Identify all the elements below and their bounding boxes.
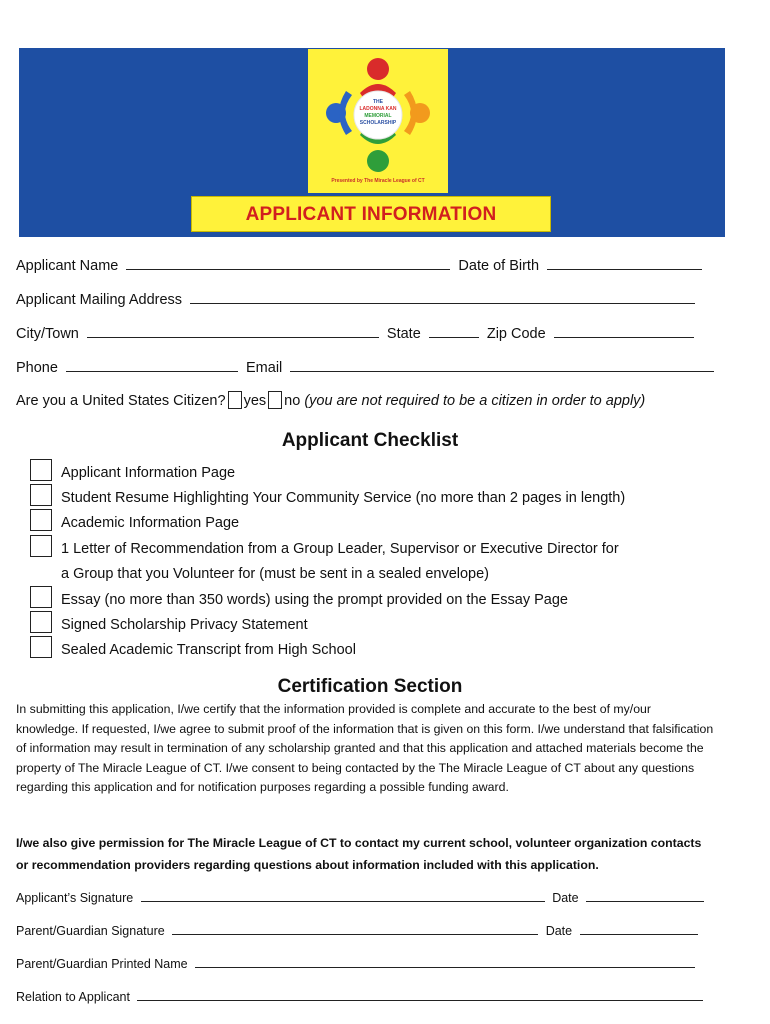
phone-field[interactable] xyxy=(66,357,238,372)
parent-printed-row xyxy=(16,953,699,971)
checklist-item-label: Academic Information Page xyxy=(61,515,240,531)
checklist-item-label: Signed Scholarship Privacy Statement xyxy=(61,617,308,633)
checklist-item-label: Sealed Academic Transcript from High School xyxy=(61,642,356,658)
citizen-no-label: no xyxy=(284,393,301,409)
certification-paragraph: In submitting this application, I/we certify that the information provided is complete and accurate to the best of my/our knowledge. If requested, I/we agree to submit proof of the information that is given on this form. I/we understand that falsification of information may result in termination of any scholarship granted and that this application and attached materials become the property of The Miracle League of CT. I/we consent to being contacted by the The Miracle League of CT about any questions regarding this application and for notification purposes regarding a possible funding award. xyxy=(16,702,714,794)
applicant-name-field[interactable] xyxy=(126,255,450,270)
logo-text-memorial: MEMORIAL xyxy=(364,113,392,119)
parent-printed-name-label: Parent/Guardian Printed Name xyxy=(16,957,188,971)
name-row xyxy=(16,255,706,274)
relation-label: Relation to Applicant xyxy=(16,990,130,1004)
checklist-checkbox[interactable] xyxy=(30,535,52,557)
checklist-checkbox[interactable] xyxy=(30,459,52,481)
applicant-date-field[interactable] xyxy=(586,887,704,902)
applicant-date-label: Date xyxy=(552,891,579,905)
citizen-yes-label: yes xyxy=(243,393,267,409)
mailing-address-field[interactable] xyxy=(190,289,695,304)
city-row xyxy=(16,323,698,342)
citizen-row xyxy=(16,391,645,409)
checklist-checkbox[interactable] xyxy=(30,636,52,658)
address-row xyxy=(16,289,699,308)
checklist-item-label: 1 Letter of Recommendation from a Group Leader, Supervisor or Executive Director for xyxy=(61,541,619,557)
relation-field[interactable] xyxy=(137,986,703,1001)
logo-text-scholarship: SCHOLARSHIP xyxy=(359,120,397,126)
parent-printed-name-field[interactable] xyxy=(195,953,695,968)
certification-title: Certification Section xyxy=(277,676,463,697)
city-field[interactable] xyxy=(87,323,379,338)
checklist-item-label: Applicant Information Page xyxy=(61,465,236,481)
state-field[interactable] xyxy=(429,323,479,338)
zip-label: Zip Code xyxy=(486,326,546,342)
state-label: State xyxy=(386,326,421,342)
citizen-yes-checkbox[interactable] xyxy=(228,391,242,409)
checklist-checkbox[interactable] xyxy=(30,611,52,633)
zip-field[interactable] xyxy=(554,323,694,338)
parent-signature-row xyxy=(16,920,702,938)
applicant-signature-row xyxy=(16,887,708,905)
parent-signature-field[interactable] xyxy=(172,920,538,935)
checklist-title: Applicant Checklist xyxy=(281,430,459,451)
email-field[interactable] xyxy=(290,357,714,372)
applicant-name-label: Applicant Name xyxy=(16,258,119,274)
parent-signature-label: Parent/Guardian Signature xyxy=(16,924,165,938)
applicant-signature-field[interactable] xyxy=(141,887,545,902)
logo-caption: Presented by The Miracle League of CT xyxy=(331,178,425,184)
citizen-no-checkbox[interactable] xyxy=(268,391,282,409)
logo-text-name: LADONNA KAN xyxy=(359,106,397,112)
checklist-checkbox[interactable] xyxy=(30,586,52,608)
city-label: City/Town xyxy=(16,326,79,342)
relation-row xyxy=(16,986,707,1004)
citizen-note: (you are not required to be a citizen in order to apply) xyxy=(304,393,646,409)
checklist-item-label-continued: a Group that you Volunteer for (must be sent in a sealed envelope) xyxy=(61,566,490,582)
permission-statement: I/we also give permission for The Miracle League of CT to contact my current school, volunteer organization contacts or recommendation providers regarding questions about information included with this application. xyxy=(16,836,702,872)
logo-text-the: THE xyxy=(373,99,383,105)
phone-label: Phone xyxy=(16,360,58,376)
logo-figures-graphic xyxy=(308,49,448,193)
parent-date-label: Date xyxy=(545,924,573,938)
dob-field[interactable] xyxy=(547,255,702,270)
parent-date-field[interactable] xyxy=(580,920,698,935)
mailing-address-label: Applicant Mailing Address xyxy=(16,292,183,308)
contact-row xyxy=(16,357,718,376)
section-title-bar xyxy=(191,196,551,232)
applicant-signature-label: Applicant’s Signature xyxy=(16,891,134,905)
page-title: APPLICANT INFORMATION xyxy=(245,204,497,225)
checklist-checkbox[interactable] xyxy=(30,484,52,506)
checklist-item-label: Essay (no more than 350 words) using the prompt provided on the Essay Page xyxy=(61,592,568,608)
checklist-checkbox[interactable] xyxy=(30,509,52,531)
checklist-item-label: Student Resume Highlighting Your Community Service (no more than 2 pages in length) xyxy=(61,490,626,506)
scholarship-logo xyxy=(308,49,448,193)
citizen-question: Are you a United States Citizen? xyxy=(16,393,226,409)
dob-label: Date of Birth xyxy=(458,258,540,274)
email-label: Email xyxy=(246,360,283,376)
